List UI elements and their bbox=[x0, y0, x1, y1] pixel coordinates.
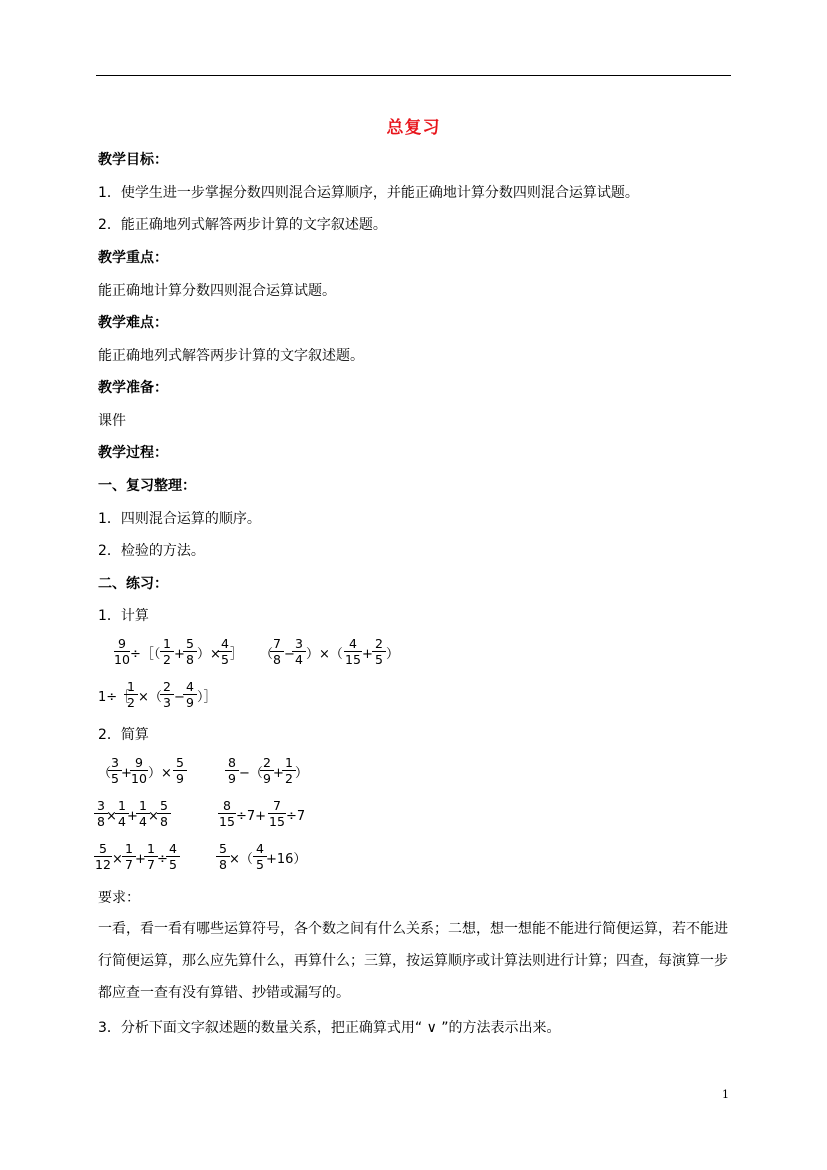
operator: + bbox=[127, 809, 138, 824]
fraction: 4 5 bbox=[253, 841, 267, 872]
fraction: 1 2 bbox=[124, 679, 138, 710]
fraction: 5 8 bbox=[216, 841, 230, 872]
heading-review: 一、复习整理： bbox=[98, 478, 196, 494]
operator: × bbox=[148, 809, 159, 824]
fraction: 7 15 bbox=[269, 798, 285, 829]
operator: +16） bbox=[266, 852, 307, 867]
key-points-text: 能正确地计算分数四则混合运算试题。 bbox=[98, 283, 336, 299]
fraction: 5 8 bbox=[157, 798, 171, 829]
operator: ） bbox=[295, 766, 309, 781]
fraction: 3 5 bbox=[108, 755, 122, 786]
goal-1: 1．使学生进一步掌握分数四则混合运算顺序，并能正确地计算分数四则混合运算试题。 bbox=[98, 185, 639, 201]
fraction: 1 2 bbox=[160, 636, 174, 667]
fraction: 9 10 bbox=[131, 755, 147, 786]
operator: 1÷［ bbox=[98, 690, 131, 705]
header-rule bbox=[96, 75, 731, 76]
operator: （ bbox=[98, 766, 112, 781]
fraction: 8 9 bbox=[225, 755, 239, 786]
requirements-text: 一看，看一看有哪些运算符号，各个数之间有什么关系；二想，想一想能不能进行简便运算，若不能进行简便运算，那么应先算什么，再算什么；三算，按运算顺序或计算法则进行计算；四查，每演算一步都应查一查有没有算错、抄错或漏写的。 bbox=[98, 921, 728, 1001]
goal-2: 2．能正确地列式解答两步计算的文字叙述题。 bbox=[98, 217, 387, 233]
fraction: 4 5 bbox=[166, 841, 180, 872]
operator: + bbox=[174, 647, 185, 662]
fraction: 4 15 bbox=[345, 636, 361, 667]
operator: −（ bbox=[239, 766, 263, 781]
operator: × bbox=[112, 852, 123, 867]
operator: + bbox=[121, 766, 132, 781]
fraction: 1 7 bbox=[122, 841, 136, 872]
fraction: 7 8 bbox=[270, 636, 284, 667]
heading-teaching-goals: 教学目标： bbox=[98, 152, 168, 168]
operator: ］ bbox=[230, 647, 244, 662]
page-number: 1 bbox=[722, 1088, 729, 1101]
fraction: 3 4 bbox=[292, 636, 306, 667]
review-item-2: 2．检验的方法。 bbox=[98, 543, 205, 559]
operator: ）］ bbox=[197, 690, 217, 705]
review-item-1: 1．四则混合运算的顺序。 bbox=[98, 511, 261, 527]
requirements-label: 要求： bbox=[98, 890, 140, 906]
fraction: 5 8 bbox=[183, 636, 197, 667]
heading-practice: 二、练习： bbox=[98, 576, 168, 592]
operator: ÷7 bbox=[286, 809, 306, 824]
heading-process: 教学过程： bbox=[98, 445, 168, 461]
operator: ÷［（ bbox=[130, 647, 161, 662]
fraction: 5 9 bbox=[173, 755, 187, 786]
operator: ）× bbox=[197, 647, 221, 662]
operator: ÷7+ bbox=[236, 809, 267, 824]
heading-preparation: 教学准备： bbox=[98, 380, 168, 396]
heading-difficulties: 教学难点： bbox=[98, 315, 168, 331]
heading-key-points: 教学重点： bbox=[98, 250, 168, 266]
fraction: 1 4 bbox=[115, 798, 129, 829]
operator: ÷ bbox=[157, 852, 168, 867]
fraction: 5 12 bbox=[95, 841, 111, 872]
preparation-text: 课件 bbox=[98, 413, 126, 429]
operator: ） bbox=[386, 647, 400, 662]
fraction: 4 5 bbox=[218, 636, 232, 667]
fraction: 2 3 bbox=[160, 679, 174, 710]
fraction: 3 8 bbox=[94, 798, 108, 829]
operator: + bbox=[273, 766, 284, 781]
practice-3-label: 3．分析下面文字叙述题的数量关系，把正确算式用“ ∨ ”的方法表示出来。 bbox=[98, 1020, 561, 1036]
fraction: 2 9 bbox=[260, 755, 274, 786]
fraction: 1 7 bbox=[144, 841, 158, 872]
operator: × bbox=[106, 809, 117, 824]
practice-1-label: 1．计算 bbox=[98, 608, 149, 624]
operator: ×（ bbox=[229, 852, 253, 867]
fraction: 8 15 bbox=[219, 798, 235, 829]
operator: − bbox=[174, 690, 185, 705]
practice-2-label: 2．简算 bbox=[98, 727, 149, 743]
fraction: 4 9 bbox=[183, 679, 197, 710]
fraction: 2 5 bbox=[372, 636, 386, 667]
fraction: 1 4 bbox=[136, 798, 150, 829]
operator: （ bbox=[260, 647, 274, 662]
operator: + bbox=[362, 647, 373, 662]
operator: − bbox=[284, 647, 295, 662]
operator: + bbox=[135, 852, 146, 867]
operator: ×（ bbox=[138, 690, 162, 705]
fraction: 9 10 bbox=[114, 636, 130, 667]
difficulties-text: 能正确地列式解答两步计算的文字叙述题。 bbox=[98, 348, 364, 364]
fraction: 1 2 bbox=[282, 755, 296, 786]
operator: ）×（ bbox=[306, 647, 343, 662]
operator: ）× bbox=[148, 766, 172, 781]
page-title: 总复习 bbox=[386, 118, 441, 138]
